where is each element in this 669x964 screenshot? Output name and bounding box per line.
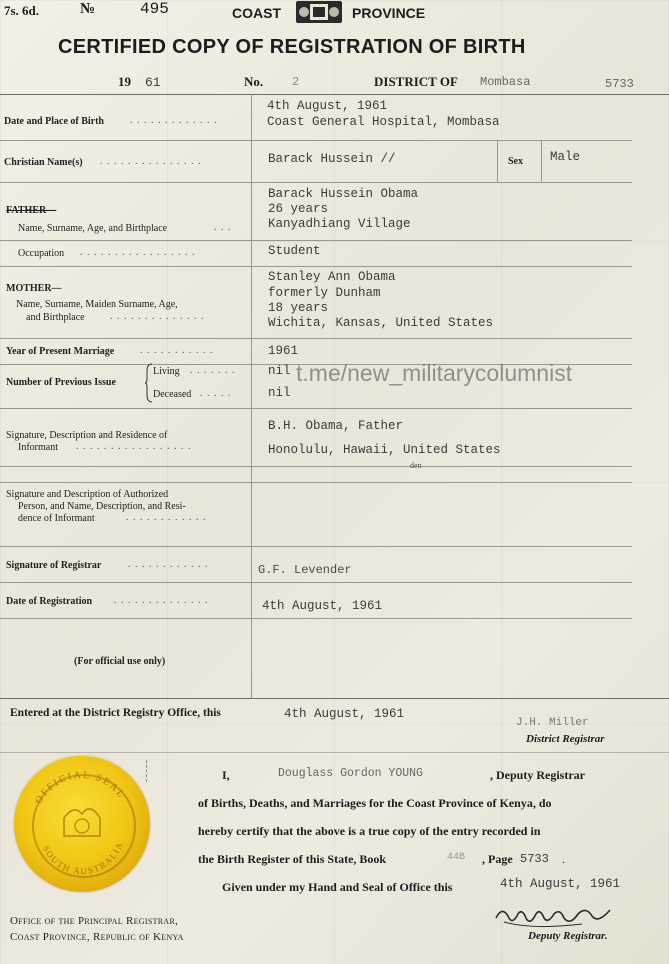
entered-date: 4th August, 1961 xyxy=(284,707,405,721)
year-prefix: 19 xyxy=(118,74,131,89)
number-label: № xyxy=(80,1,96,17)
no-value: 2 xyxy=(292,75,300,89)
entered-label: Entered at the District Registry Office, this xyxy=(10,707,221,719)
deputy-registrar-signature xyxy=(492,900,622,932)
seal-text-top: OFFICIAL SEAL xyxy=(33,769,128,806)
row-divider xyxy=(0,582,632,583)
leader-dots: . . . . . . . . . . . xyxy=(140,345,214,356)
occupation-label: Occupation xyxy=(18,248,65,259)
leader-dots: . . . . . . . . . . . . xyxy=(126,512,207,523)
cert-line-2: of Births, Deaths, and Marriages for the Coast Province of Kenya, do xyxy=(198,796,552,810)
mother-name: Stanley Ann Obama xyxy=(268,270,396,284)
cert-date: 4th August, 1961 xyxy=(500,877,621,891)
marriage-value: 1961 xyxy=(268,344,299,358)
dob-place: Coast General Hospital, Mombasa xyxy=(267,115,500,129)
fee: 7s. 6d. xyxy=(4,3,40,18)
book-value: 44B xyxy=(447,852,466,863)
seal-emblem-icon xyxy=(14,756,150,892)
page-mark: . xyxy=(562,852,565,866)
father-label: FATHER— xyxy=(6,205,57,216)
table-top-border xyxy=(0,94,669,95)
certificate-number: 495 xyxy=(140,0,169,18)
christian-name-label: Christian Name(s) xyxy=(4,157,83,168)
christian-name-value: Barack Hussein // xyxy=(268,152,396,166)
mother-sub-label: and Birthplace xyxy=(26,312,85,323)
cert-line-5: Given under my Hand and Seal of Office this xyxy=(222,880,453,894)
page-value: 5733 xyxy=(520,852,549,866)
deputy-registrar-name: Douglass Gordon YOUNG xyxy=(278,767,423,780)
leader-dots: . . . . . . . . . . . . . . xyxy=(114,595,209,606)
row-divider xyxy=(0,466,632,467)
row-divider xyxy=(0,338,632,339)
father-age: 26 years xyxy=(268,202,329,216)
leader-dots: . . . . . . . xyxy=(190,365,236,376)
deceased-value: nil xyxy=(268,386,291,400)
certificate-title: CERTIFIED COPY OF REGISTRATION OF BIRTH xyxy=(58,36,526,58)
row-divider xyxy=(0,182,632,183)
row-divider xyxy=(0,240,632,241)
seal-text-bottom: SOUTH AUSTRALIA xyxy=(41,839,125,877)
district-registrar-signature: J.H. Miller xyxy=(516,717,589,729)
previous-issue-label: Number of Previous Issue xyxy=(6,377,116,388)
mother-maiden-name: formerly Dunham xyxy=(268,286,381,300)
dob-label: Date and Place of Birth xyxy=(4,116,104,127)
sex-value: Male xyxy=(550,150,581,164)
row-divider xyxy=(0,140,632,141)
deputy-registrar-role: , Deputy Registrar xyxy=(490,768,585,782)
district-value: Mombasa xyxy=(480,75,531,89)
seal-mark xyxy=(146,760,165,782)
row-divider xyxy=(0,618,632,619)
brace-icon xyxy=(145,363,153,403)
column-divider xyxy=(251,94,252,698)
row-divider xyxy=(0,408,632,409)
occupation-value: Student xyxy=(268,244,321,258)
mother-label: MOTHER— xyxy=(6,283,62,294)
official-use-label: (For official use only) xyxy=(74,656,166,667)
registration-date-label: Date of Registration xyxy=(6,596,93,607)
no-label: No. xyxy=(244,74,264,89)
leader-dots: . . . . . . . . . . . . . . . xyxy=(100,156,202,167)
sex-divider xyxy=(541,140,542,182)
authorized-label: dence of Informant xyxy=(18,513,95,524)
province-right: PROVINCE xyxy=(352,5,426,21)
deputy-registrar-title: Deputy Registrar. xyxy=(528,930,608,942)
leader-dots: . . . . . . . . . . . . . . . . . xyxy=(80,247,196,258)
row-divider xyxy=(0,546,632,547)
cert-i: I, xyxy=(222,768,230,782)
authorized-label: Person, and Name, Description, and Resi- xyxy=(18,501,186,512)
registrar-signature-value: G.F. Levender xyxy=(258,563,352,577)
dob-date: 4th August, 1961 xyxy=(267,99,388,113)
district-registrar-title: District Registrar xyxy=(526,733,605,745)
registrar-signature-label: Signature of Registrar xyxy=(6,560,102,571)
cert-line-3: hereby certify that the above is a true copy of the entry recorded in xyxy=(198,824,541,838)
leader-dots: . . . . . . . . . . . . . xyxy=(130,115,218,126)
mother-birthplace: Wichita, Kansas, United States xyxy=(268,316,494,330)
informant-residence: Honolulu, Hawaii, United States xyxy=(268,443,501,457)
leader-dots: . . . xyxy=(214,222,232,233)
mother-sub-label: Name, Surname, Maiden Surname, Age, xyxy=(16,299,178,310)
sex-label: Sex xyxy=(508,156,523,167)
leader-dots: . . . . . xyxy=(200,388,232,399)
deceased-label: Deceased xyxy=(153,389,192,400)
official-seal xyxy=(14,756,150,892)
leader-dots: . . . . . . . . . . . . . . xyxy=(110,311,205,322)
informant-label: Informant xyxy=(18,442,58,453)
row-divider xyxy=(0,482,632,483)
leader-dots: . . . . . . . . . . . . xyxy=(128,559,209,570)
registration-date-value: 4th August, 1961 xyxy=(262,599,383,613)
entered-divider xyxy=(0,752,669,753)
office-line-2: Coast Province, Republic of Kenya xyxy=(10,931,184,943)
province-left: COAST xyxy=(232,5,281,21)
coat-of-arms-icon xyxy=(296,1,342,23)
informant-label: Signature, Description and Residence of xyxy=(6,430,168,441)
father-birthplace: Kanyadhiang Village xyxy=(268,217,411,231)
sex-divider xyxy=(497,140,498,182)
watermark: t.me/new_militarycolumnist xyxy=(296,360,573,386)
year-suffix: 61 xyxy=(145,75,161,90)
cert-line-4: the Birth Register of this State, Book xyxy=(198,852,387,866)
mother-age: 18 years xyxy=(268,301,329,315)
father-sub-label: Name, Surname, Age, and Birthplace xyxy=(18,223,168,234)
office-line-1: Office of the Principal Registrar, xyxy=(10,915,179,927)
living-value: nil xyxy=(268,364,291,378)
father-name: Barack Hussein Obama xyxy=(268,187,419,201)
marriage-label: Year of Present Marriage xyxy=(6,346,115,357)
informant-mark: den xyxy=(410,461,422,470)
table-bottom-border xyxy=(0,698,669,699)
reference-number: 5733 xyxy=(605,77,634,91)
authorized-label: Signature and Description of Authorized xyxy=(6,489,169,500)
informant-name: B.H. Obama, Father xyxy=(268,419,404,433)
page-label: , Page xyxy=(482,852,513,866)
district-label: DISTRICT OF xyxy=(374,74,458,89)
leader-dots: . . . . . . . . . . . . . . . . . xyxy=(76,441,192,452)
living-label: Living xyxy=(153,366,180,377)
row-divider xyxy=(0,266,632,267)
